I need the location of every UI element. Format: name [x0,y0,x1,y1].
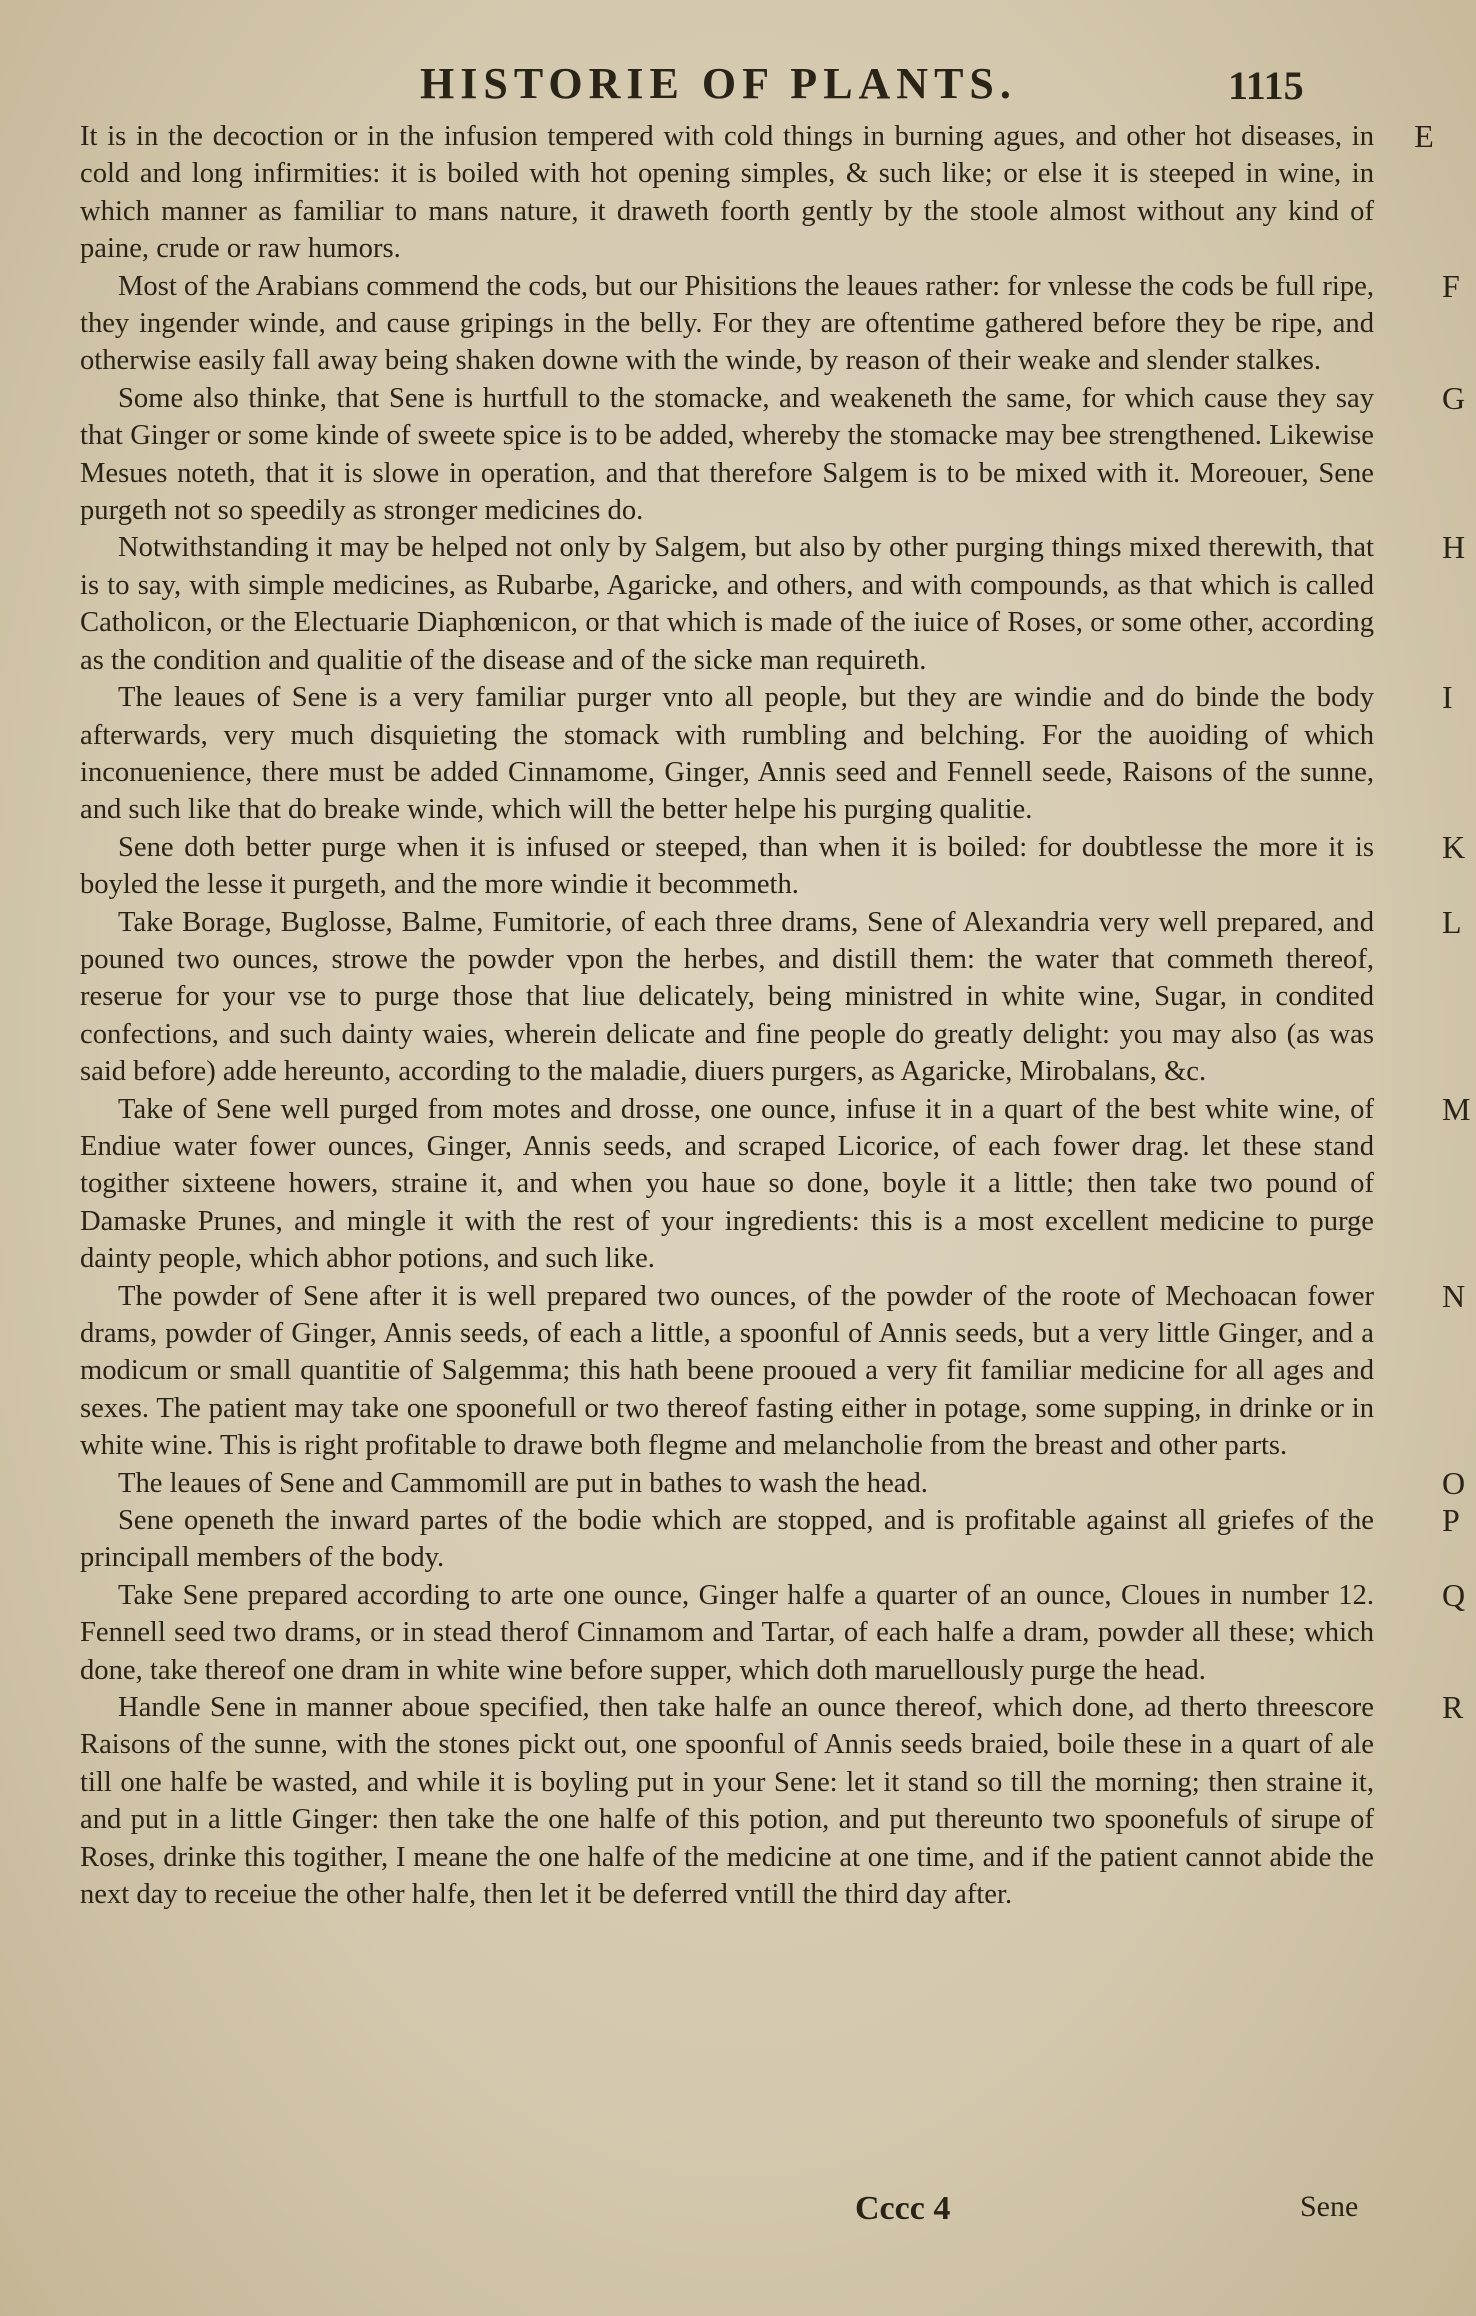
paragraph: The powder of Sene after it is well prepared two ounces, of the powder of the roote of Mechoacan fower drams, powder of Ginger, Annis seeds, of each a little, a spoonful of Annis seeds, but a very little Ginger, and a modicum or small quantitie of Salgemma; this hath beene prooued a very fit familiar medicine for all ages and sexes. The patient may take one spoonefull or two thereof fasting either in potage, some supping, in drinke or in white wine. This is right profitable to drawe both flegme and melancholie from the breast and other parts. N [80,1277,1466,1462]
margin-letter: N [1442,1277,1466,1314]
margin-letter: M [1442,1090,1471,1127]
paragraph: Take Sene prepared according to arte one ounce, Ginger halfe a quarter of an ounce, Cloues in number 12. Fennell seed two drams, or in stead therof Cinnamom and Tartar, of each halfe a dram, powder all these; which done, take thereof one dram in white wine before supper, which doth maruellously purge the head. Q [80,1576,1466,1686]
paragraph: Sene openeth the inward partes of the bodie which are stopped, and is profitable against all griefes of the principall members of the body. P [80,1502,1460,1574]
margin-letter: K [1442,828,1466,865]
margin-letter: F [1442,267,1460,304]
paragraph: Handle Sene in manner aboue specified, then take halfe an ounce thereof, which done, ad therto threescore Raisons of the sunne, with the stones pickt out, one spoonful of Annis seeds braied, boile these in a quart of ale till one halfe be wasted, and while it is boyling put in your Sene: let it stand so till the morning; then straine it, and put in a little Ginger: then take the one halfe of this potion, and put thereunto two spoonefuls of sirupe of Roses, drinke this togither, I meane the one halfe of the medicine at one time, and if the patient cannot abide the next day to receiue the other halfe, then let it be deferred vntill the third day after. R [80,1689,1464,1911]
paragraph: The leaues of Sene is a very familiar purger vnto all people, but they are windie and do binde the body afterwards, very much disquieting the stomack with rumbling and belching. For the auoiding of which inconuenience, there must be added Cinnamome, Ginger, Annis seed and Fennell seede, Raisons of the sunne, and such like that do breake winde, which will the better helpe his purging qualitie. I [80,679,1453,826]
margin-letter: P [1442,1502,1460,1539]
page-number: 1115 [1228,63,1304,108]
paragraph: Most of the Arabians commend the cods, but our Phisitions the leaues rather: for vnlesse the cods be full ripe, they ingender winde, and cause gripings in the belly. For they are oftentime gathered before they be ripe, and otherwise easily fall away being shaken downe with the winde, by reason of their weake and slender stalkes. F [80,267,1460,377]
paragraph: It is in the decoction or in the infusion tempered with cold things in burning agues, and other hot diseases, in cold and long infirmities: it is boiled with hot opening simples, & such like; or else it is steeped in wine, in which manner as familiar to mans nature, it draweth foorth gently by the stoole almost without any kind of paine, crude or raw humors. E [80,118,1380,268]
paragraph: The leaues of Sene and Cammomill are put in bathes to wash the head. O [118,1464,1466,1501]
paragraph: Take Borage, Buglosse, Balme, Fumitorie, of each three drams, Sene of Alexandria very well prepared, and pouned two ounces, strowe the powder vpon the herbes, and distill them: the water that commeth thereof, reserue for your vse to purge those that liue delicately, being ministred in white wine, Sugar, in condited confections, and such dainty waies, wherein delicate and fine people do greatly delight: you may also (as was said before) adde hereunto, according to the maladie, diuers purgers, as Agaricke, Mirobalans, &c. L [80,903,1462,1088]
paragraph: Sene doth better purge when it is infused or steeped, than when it is boiled: for doubtlesse the more it is boyled the lesse it purgeth, and the more windie it becommeth. K [80,828,1466,901]
paragraph: Some also thinke, that Sene is hurtfull to the stomacke, and weakeneth the same, for which cause they say that Ginger or some kinde of sweete spice is to be added, whereby the stomacke may bee strengthened. Likewise Mesues noteth, that it is slowe in operation, and that therefore Salgem is to be mixed with it. Moreouer, Sene purgeth not so speedily as stronger medicines do. G [80,379,1466,527]
catchword: Sene [1300,2190,1359,2223]
margin-letter: R [1442,1689,1464,1726]
margin-letter: H [1442,529,1466,566]
margin-letter: L [1442,903,1462,940]
margin-letter: I [1442,679,1453,716]
margin-letter: Q [1442,1576,1466,1613]
body-text [80,118,1471,1914]
running-title: HISTORIE OF PLANTS. [420,59,1017,108]
margin-letter: G [1442,379,1466,416]
paragraph: Take of Sene well purged from motes and drosse, one ounce, infuse it in a quart of the best white wine, of Endiue water fower ounces, Ginger, Annis seeds, and scraped Licorice, of each fower drag. let these stand togither sixteene howers, straine it, and when you haue so done, boyle it a little; then take two pound of Damaske Prunes, and mingle it with the rest of your ingredients: this is a most excellent medicine to purge dainty people, which abhor potions, and such like. M [80,1090,1471,1275]
signature-mark: Cccc 4 [855,2190,951,2227]
page-header [0,58,1476,118]
paragraph: Notwithstanding it may be helped not only by Salgem, but also by other purging things mixed therewith, that is to say, with simple medicines, as Rubarbe, Agaricke, and others, and with compounds, as that which is called Catholicon, or the Electuarie Diaphœnicon, or that which is made of the iuice of Roses, or some other, according as the condition and qualitie of the disease and of the sicke man requireth. H [80,529,1466,676]
margin-letter: E [1414,118,1434,154]
margin-letter: O [1442,1464,1466,1501]
